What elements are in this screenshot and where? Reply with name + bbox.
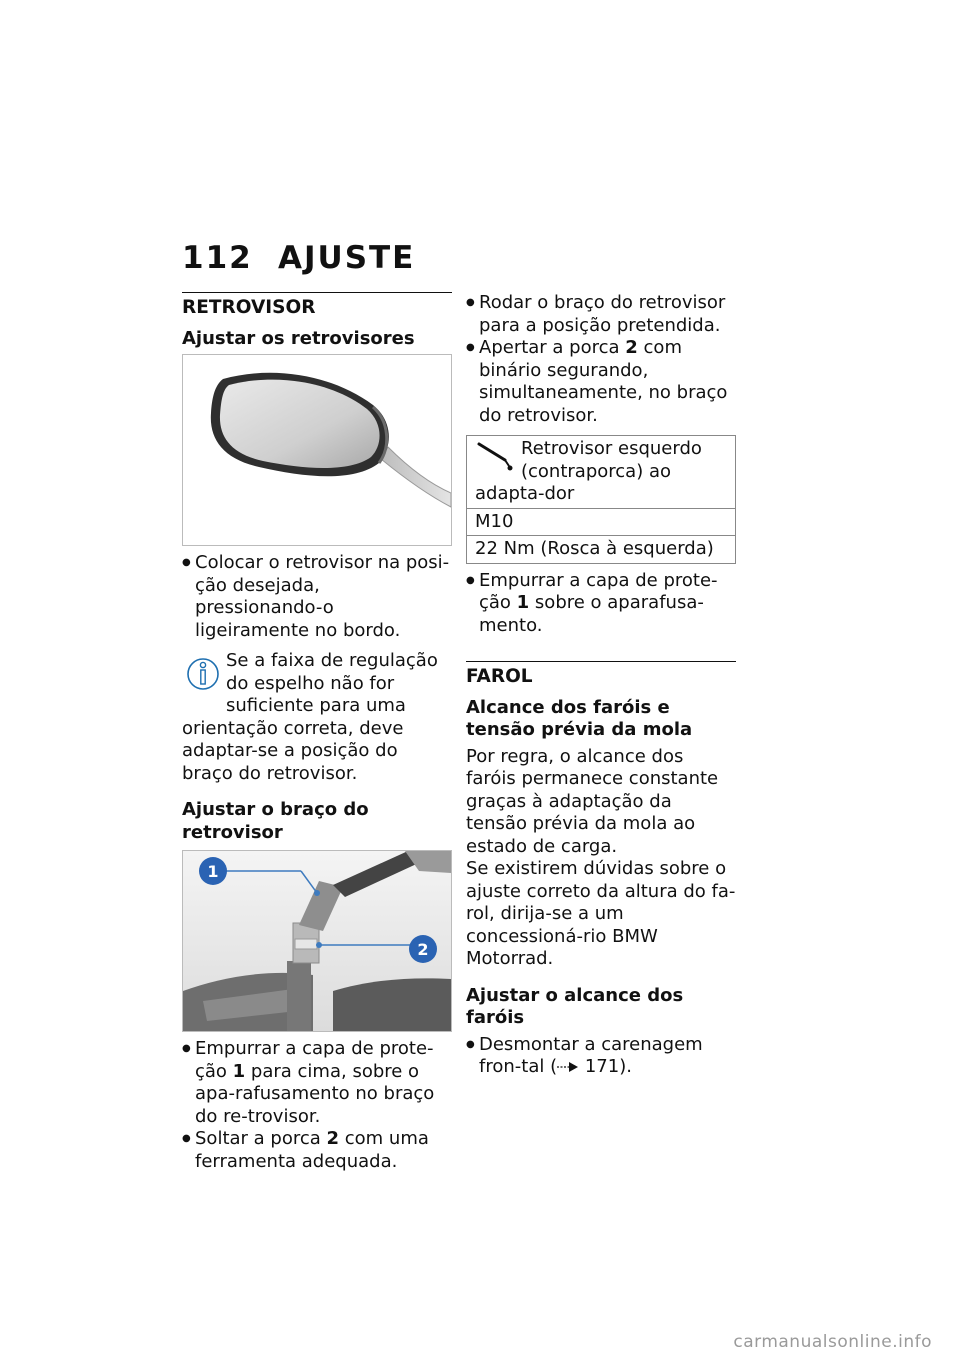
section-title-farol: FAROL: [466, 666, 533, 687]
step-position-mirror: ● Colocar o retrovisor na posi-ção desejada, pressionando-o ligeiramente no bordo.: [182, 552, 452, 642]
step-push-cap: ● Empurrar a capa de prote-ção 1 para cima, sobre o apa-rafusamento no braço do re-trovisor.: [182, 1038, 452, 1128]
torque-wrench-icon: [475, 438, 515, 472]
step-push-cap-back: ● Empurrar a capa de prote-ção 1 sobre o aparafusa-mento.: [466, 570, 736, 638]
steps-continued: [466, 292, 736, 427]
torque-title-cell: [467, 436, 736, 509]
torque-size: M10: [467, 508, 736, 536]
torque-title: Retrovisor esquerdo (contraporca) ao adapta-dor: [475, 438, 702, 504]
step-remove-fairing: ● Desmontar a carenagem fron-tal ( 171).: [466, 1034, 736, 1079]
mirror-arm-image: [182, 850, 452, 1032]
step-loosen-nut: ● Soltar a porca 2 com uma ferramenta adequada.: [182, 1128, 452, 1173]
section-title-retrovisor: RETROVISOR: [182, 297, 316, 318]
info-icon: [182, 650, 222, 698]
mirror-image: [182, 354, 452, 546]
chapter-title: AJUSTE: [278, 240, 416, 276]
steps-arm: [182, 1038, 452, 1173]
headlight-paragraph-2: Se existirem dúvidas sobre o ajuste correto da altura do fa-rol, dirija-se a um concessioná-rio BMW Motorrad.: [466, 858, 736, 969]
info-note: [182, 650, 452, 785]
page-reference-arrow-icon: [557, 1061, 579, 1073]
callout-1-label: 1: [207, 862, 219, 881]
right-column: [466, 292, 736, 1079]
torque-value: 22 Nm (Rosca à esquerda): [467, 536, 736, 564]
callout-2-label: 2: [417, 940, 429, 959]
torque-table: [466, 435, 736, 564]
page-reference[interactable]: 171: [584, 1056, 620, 1077]
section-rule-farol: [466, 661, 736, 662]
step-tighten-nut: ● Apertar a porca 2 com binário segurando, simultaneamente, no braço do retrovisor.: [466, 337, 736, 427]
steps-final: [466, 570, 736, 638]
page-header: [182, 240, 415, 276]
left-column: [182, 292, 452, 1173]
steps-headlight: [466, 1034, 736, 1079]
headlight-paragraph-1: Por regra, o alcance dos faróis permanece constante graças à adaptação da tensão prévia da mola ao estado de carga.: [466, 745, 719, 857]
section-rule: [182, 292, 452, 293]
subheading-headlight-range: Alcance dos faróis e tensão prévia da mola: [466, 696, 693, 740]
note-text: Se a faixa de regulação do espelho não for suficiente para uma orientação correta, deve adaptar-se a posição do braço do retrovisor.: [182, 650, 438, 784]
subheading-adjust-headlight: Ajustar o alcance dos faróis: [466, 984, 684, 1028]
steps-mirror: [182, 552, 452, 642]
page-number: 112: [182, 240, 253, 276]
subheading-adjust-arm: Ajustar o braço do retrovisor: [182, 799, 369, 843]
watermark: carmanualsonline.info: [733, 1332, 932, 1352]
subheading-adjust-mirrors: Ajustar os retrovisores: [182, 327, 415, 349]
step-rotate-arm: ● Rodar o braço do retrovisor para a posição pretendida.: [466, 292, 736, 337]
